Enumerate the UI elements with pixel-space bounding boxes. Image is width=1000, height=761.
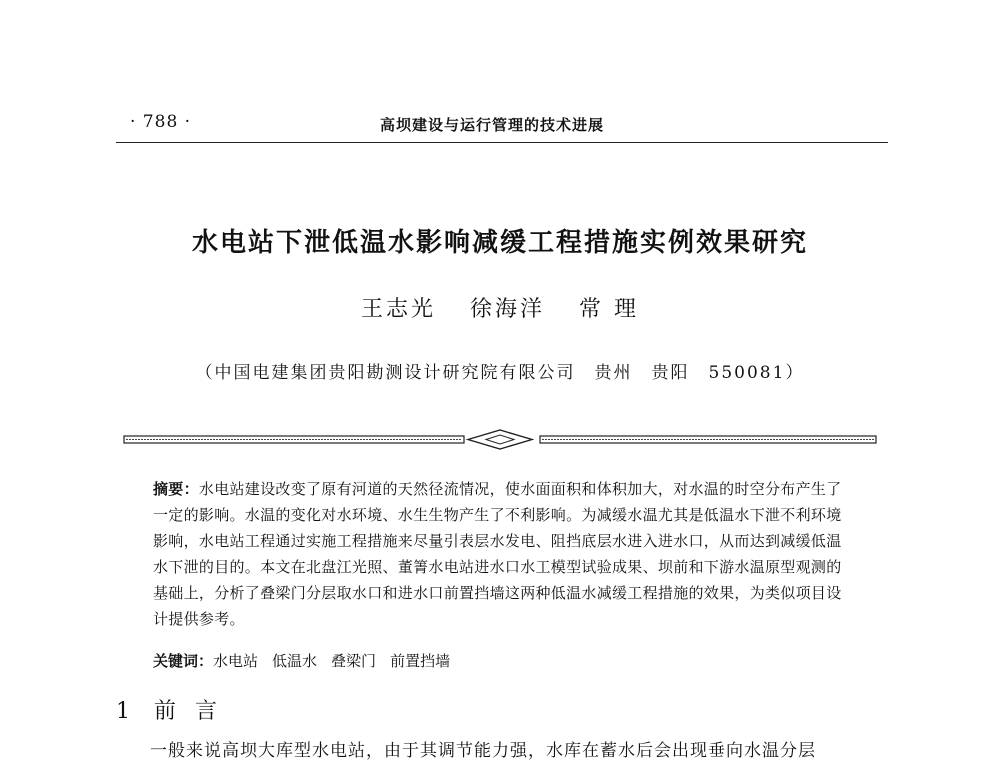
paper-title: 水电站下泄低温水影响减缓工程措施实例效果研究 — [191, 228, 808, 258]
journal-title: 高坝建设与运行管理的技术进展 — [380, 116, 605, 134]
divider-diamond-ornament — [468, 430, 532, 449]
section-heading — [116, 694, 223, 725]
abstract — [153, 476, 853, 632]
keywords — [153, 650, 464, 671]
running-head — [0, 112, 1000, 138]
divider-right-bar — [540, 436, 876, 443]
ornamental-divider — [0, 428, 1000, 452]
author-name: 常 理 — [579, 297, 640, 322]
section-number: 1 — [116, 699, 136, 724]
author-name: 王志光 — [360, 297, 436, 322]
author-list — [0, 292, 1000, 323]
keyword: 前置挡墙 — [390, 652, 451, 670]
abstract-text: 水电站建设改变了原有河道的天然径流情况，使水面面积和体积加大，对水温的时空分布产生了一定的影响。水温的变化对水环境、水生生物产生了不利影响。为减缓水温尤其是低温水下泄不利环境影响，水电站工程通过实施工程措施来尽量引表层水发电、阻挡底层水进入进水口，从而达到减缓低温水下泄的目的。本文在北盘江光照、董箐水电站进水口水工模型试验成果、坝前和下游水温原型观测的基础上，分析了叠梁门分层取水口和进水口前置挡墙这两种低温水减缓工程措施的效果，为类似项目设计提供参考。 — [153, 480, 842, 628]
page-number: · 788 · — [130, 112, 192, 132]
keywords-label: 关键词： — [153, 652, 214, 670]
body-text-first-line: 一般来说高坝大库型水电站，由于其调节能力强，水库在蓄水后会出现垂向水温分层 — [150, 741, 816, 761]
header-rule — [116, 142, 888, 143]
keyword: 水电站 — [213, 652, 259, 670]
abstract-label: 摘要： — [153, 480, 199, 498]
section-title: 前 言 — [154, 699, 223, 724]
keyword: 低温水 — [272, 652, 318, 670]
keyword: 叠梁门 — [331, 652, 377, 670]
divider-left-bar — [124, 436, 464, 443]
affiliation: （中国电建集团贵阳勘测设计研究院有限公司 贵州 贵阳 550081） — [195, 363, 805, 383]
author-name: 徐海洋 — [470, 297, 546, 322]
